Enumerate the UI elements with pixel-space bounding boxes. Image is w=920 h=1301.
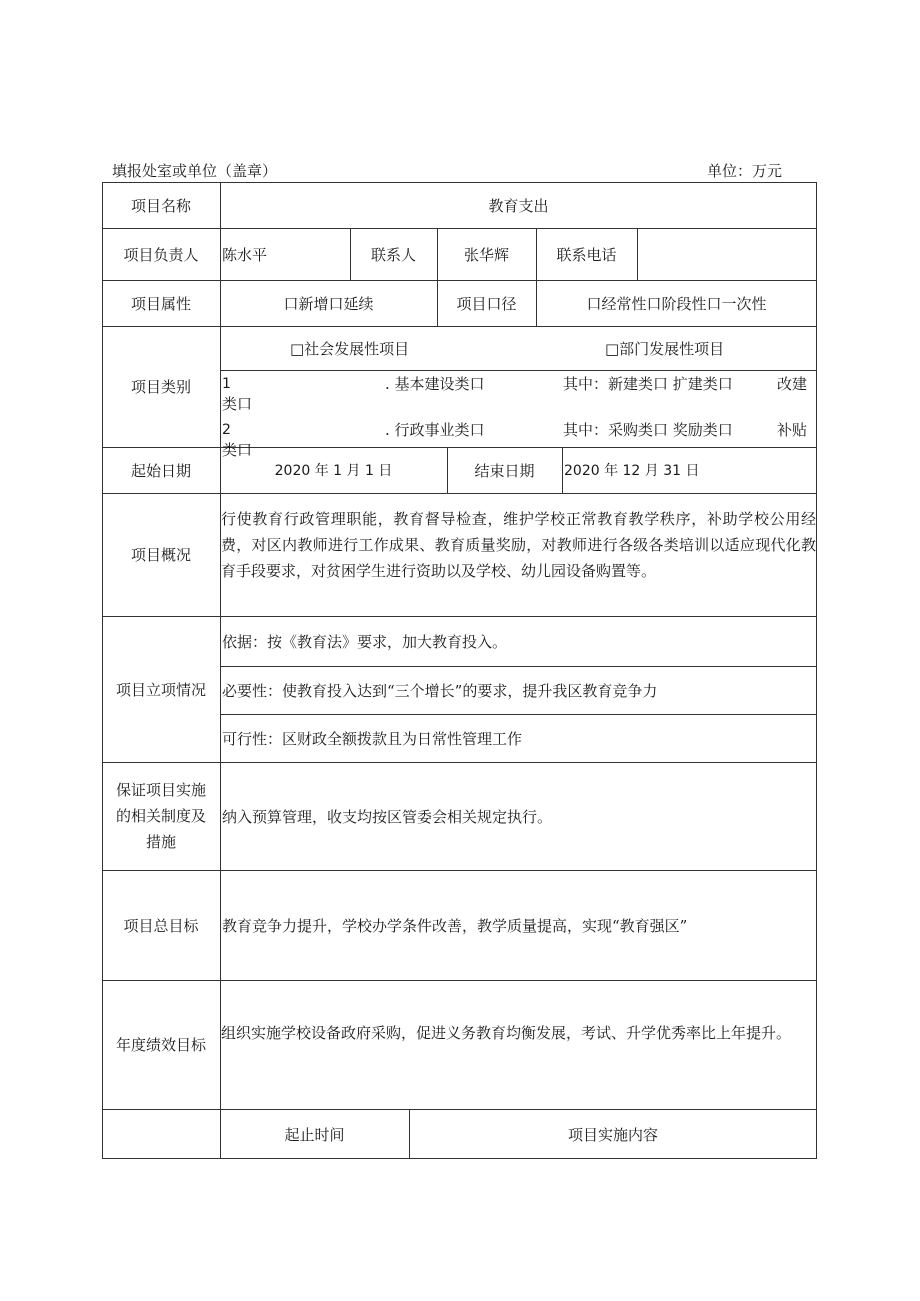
project-overview-label: 项目概况 — [130, 546, 191, 564]
contact-phone-label: 联系电话 — [556, 245, 617, 264]
establishment-necessity: 必要性：使教育投入达到“三个增长”的要求，提升我区教育竞争力 — [222, 681, 658, 700]
project-leader-value: 陈水平 — [222, 245, 268, 264]
start-date-value: 2020 年 1 月 1 日 — [274, 463, 393, 479]
establishment-feasibility: 可行性：区财政全额拨款且为日常性管理工作 — [222, 729, 523, 748]
currency-unit-label: 单位：万元 — [707, 162, 783, 180]
category-line1-wrap: 类口 — [222, 395, 253, 413]
project-scope-value: 口经常性口阶段性口一次性 — [586, 294, 767, 313]
end-date-value: 2020 年 12 月 31 日 — [564, 463, 700, 479]
annual-performance-text: 组织实施学校设备政府采购，促进义务教育均衡发展，考试、升学优秀率比上年提升。 — [221, 1024, 792, 1042]
category-line2-number: 2 — [222, 422, 231, 438]
category-line2-type: . 行政事业类口 — [385, 421, 485, 439]
category-line2-subtypes: 其中：采购类口 奖励类口 — [563, 421, 733, 439]
category-option-social: □社会发展性项目 — [290, 339, 410, 358]
project-establishment-label: 项目立项情况 — [115, 680, 206, 699]
project-scope-label: 项目口径 — [456, 294, 517, 313]
contact-person-value: 张华辉 — [463, 245, 509, 264]
establishment-basis: 依据：按《教育法》要求，加大教育投入。 — [222, 632, 508, 651]
annual-performance-label: 年度绩效目标 — [115, 1036, 206, 1054]
category-detail-block — [221, 371, 816, 459]
schedule-row-label — [102, 1109, 220, 1159]
start-end-time-header: 起止时间 — [284, 1125, 345, 1144]
category-option-department: □部门发展性项目 — [605, 339, 725, 358]
measures-label-line1: 保证项目实施 — [115, 781, 206, 799]
implementation-measures-label — [102, 762, 220, 870]
unit-seal-label: 填报处室或单位（盖章） — [112, 162, 278, 180]
contact-person-label: 联系人 — [370, 245, 416, 264]
implementation-measures-text: 纳入预算管理，收支均按区管委会相关规定执行。 — [222, 807, 553, 826]
category-line1-end: 改建 — [777, 375, 808, 393]
category-line2-end: 补贴 — [777, 421, 808, 439]
category-line1-subtypes: 其中：新建类口 扩建类口 — [563, 375, 733, 393]
project-attribute-label: 项目属性 — [130, 294, 191, 313]
end-date-label: 结束日期 — [474, 461, 535, 480]
project-overview-text: 行使教育行政管理职能，教育督导检查，维护学校正常教育教学秩序，补助学校公用经费，对区内教师进行工作成果、教育质量奖励，对教师进行各级各类培训以适应现代化教育手段要求，对贫困学生进行资助以及学校、幼儿园设备购置等。 — [221, 510, 816, 580]
category-line1-number: 1 — [222, 376, 231, 392]
overall-goal-text: 教育竞争力提升，学校办学条件改善，教学质量提高，实现“教育强区” — [222, 916, 688, 935]
start-date-label: 起始日期 — [130, 461, 191, 480]
implementation-content-header: 项目实施内容 — [567, 1125, 658, 1144]
overall-goal-label: 项目总目标 — [123, 916, 199, 935]
project-attribute-value: 口新增口延续 — [283, 294, 374, 313]
project-category-label: 项目类别 — [130, 378, 191, 396]
measures-label-line2: 的相关制度及 — [115, 807, 206, 825]
contact-phone-value — [637, 228, 817, 280]
project-name-label: 项目名称 — [130, 196, 191, 215]
project-name-value: 教育支出 — [488, 196, 549, 215]
measures-label-line3: 措施 — [145, 833, 176, 851]
project-leader-label: 项目负责人 — [123, 245, 199, 264]
category-line2-wrap: 类口 — [222, 441, 253, 459]
category-line1-type: . 基本建设类口 — [385, 375, 485, 393]
